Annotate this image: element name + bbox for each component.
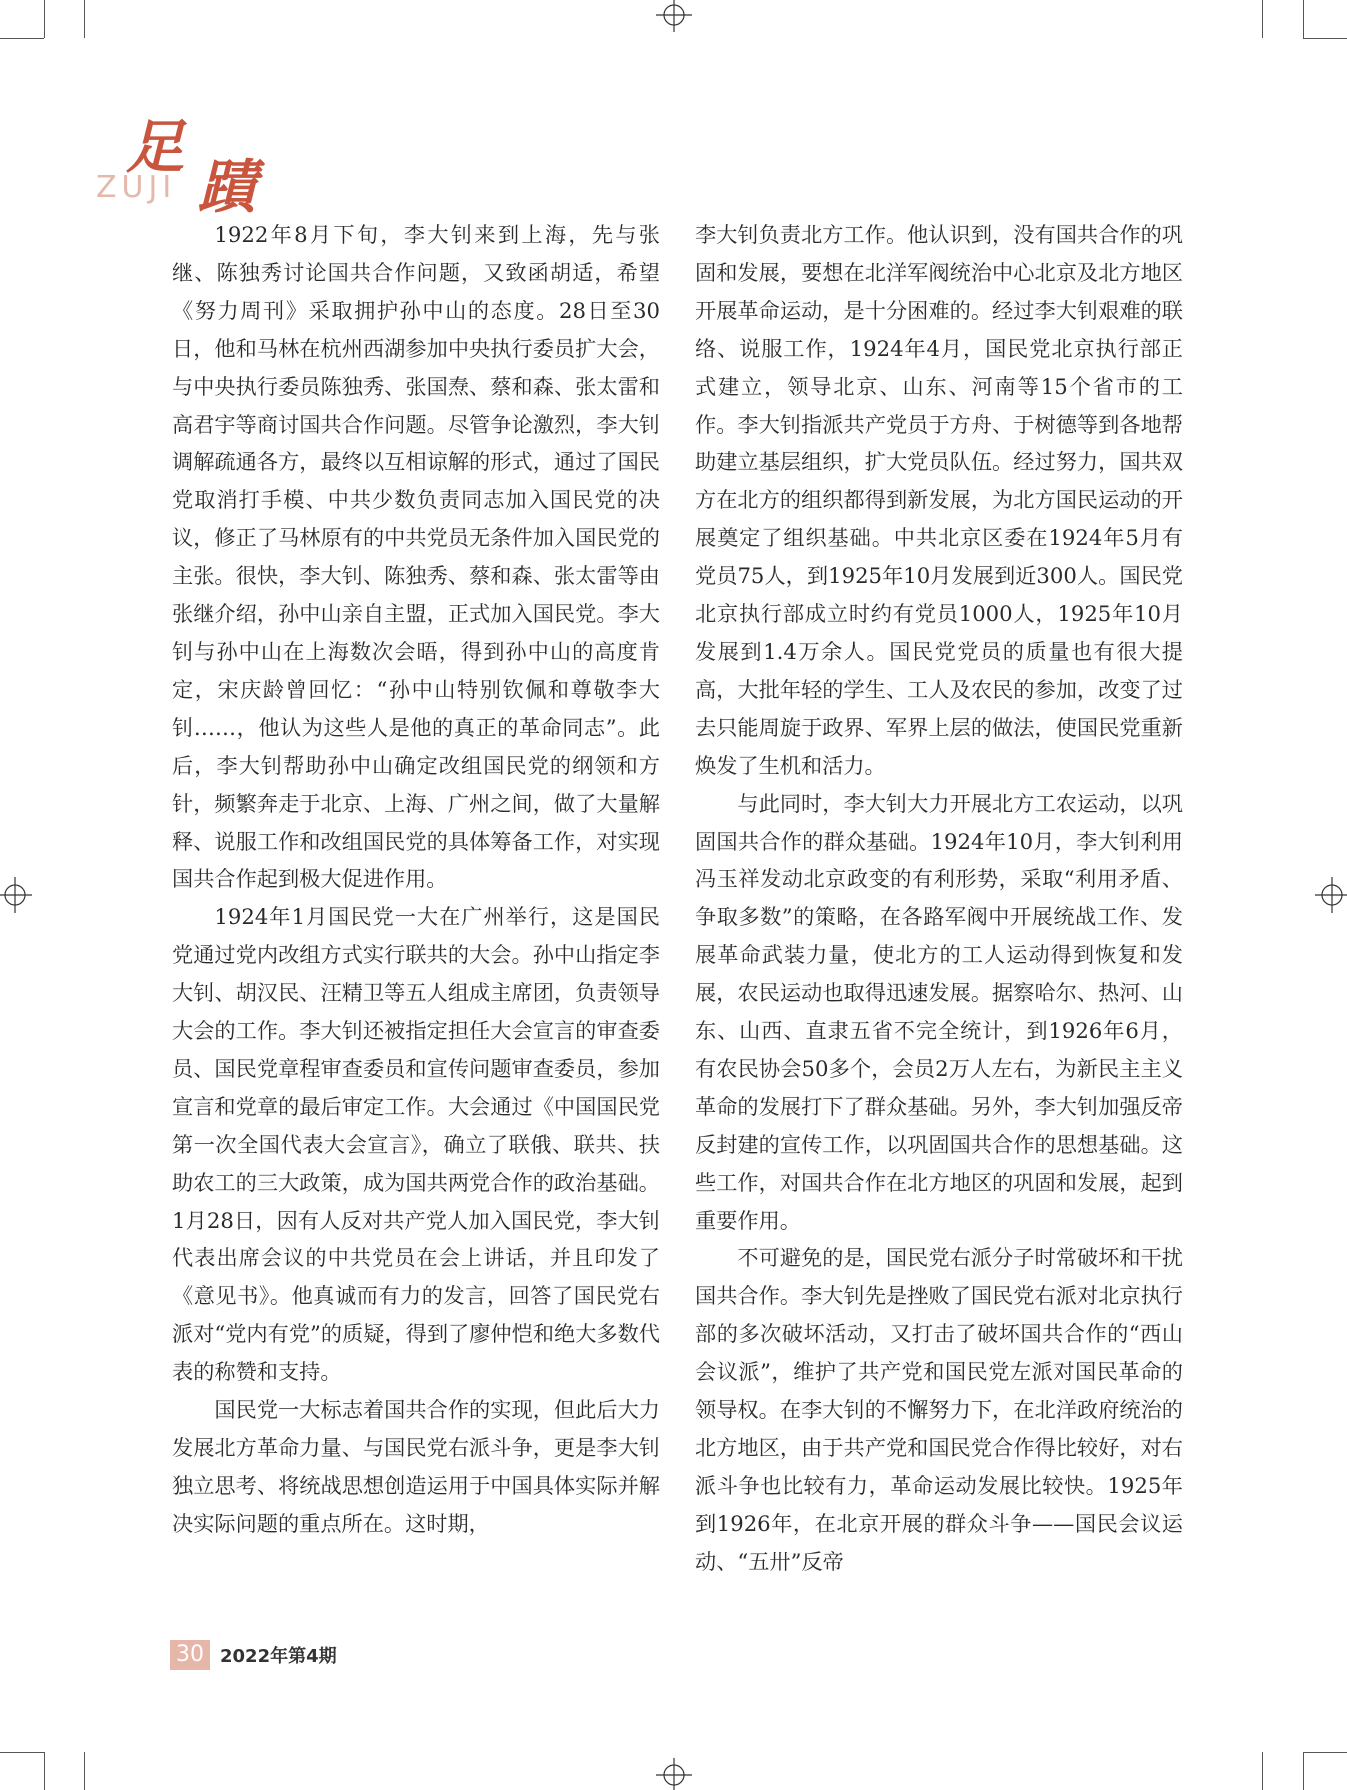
paragraph: 不可避免的是，国民党右派分子时常破坏和干扰国共合作。李大钊先是挫败了国民党右派对北京执行部的多次破坏活动，又打击了破坏国共合作的“西山会议派”，维护了共产党和国民党左派对国民革命的领导权。在李大钊的不懈努力下，在北洋政府统治的北方地区，由于共产党和国民党合作得比较好，对右派斗争也比较有力，革命运动发展比较快。1925年到1926年，在北京开展的群众斗争——国民会议运动、“五卅”反帝 (695, 1245, 1183, 1574)
registration-mark-icon (655, 0, 693, 38)
logo-character-ji: 蹟 (198, 153, 257, 221)
logo-character-zu: 足 (126, 113, 185, 181)
crop-mark (1303, 38, 1347, 39)
crop-mark (1303, 0, 1304, 38)
registration-mark-icon (0, 876, 38, 914)
right-column (695, 216, 1183, 1581)
paragraph: 与此同时，李大钊大力开展北方工农运动，以巩固国共合作的群众基础。1924年10月，李大钊利用冯玉祥发动北京政变的有利形势，采取“利用矛盾、争取多数”的策略，在各路军阀中开展统战工作、发展革命武装力量，使北方的工人运动得到恢复和发展，农民运动也取得迅速发展。据察哈尔、热河、山东、山西、直隶五省不完全统计，到1926年6月，有农民协会50多个，会员2万人左右，为新民主主义革命的发展打下了群众基础。另外，李大钊加强反帝反封建的宣传工作，以巩固国共合作的思想基础。这些工作，对国共合作在北方地区的巩固和发展，起到重要作用。 (695, 790, 1183, 1233)
crop-mark (44, 1752, 45, 1790)
paragraph: 1922年8月下旬，李大钊来到上海，先与张继、陈独秀讨论国共合作问题，又致函胡适，希望《努力周刊》采取拥护孙中山的态度。28日至30日，他和马林在杭州西湖参加中央执行委员扩大会，与中央执行委员陈独秀、张国焘、蔡和森、张太雷和高君宇等商讨国共合作问题。尽管争论激烈，李大钊调解疏通各方，最终以互相谅解的形式，通过了国民党取消打手模、中共少数负责同志加入国民党的决议，修正了马林原有的中共党员无条件加入国民党的主张。很快，李大钊、陈独秀、蔡和森、张太雷等由张继介绍，孙中山亲自主盟，正式加入国民党。李大钊与孙中山在上海数次会晤，得到孙中山的高度肯定，宋庆龄曾回忆：“孙中山特别钦佩和尊敬李大钊……，他认为这些人是他的真正的革命同志”。此后，李大钊帮助孙中山确定改组国民党的纲领和方针，频繁奔走于北京、上海、广州之间，做了大量解释、说服工作和改组国民党的具体筹备工作，对实现国共合作起到极大促进作用。 (172, 222, 660, 892)
page-footer (170, 1640, 337, 1670)
page-number: 30 (170, 1640, 210, 1670)
paragraph: 1924年1月国民党一大在广州举行，这是国民党通过党内改组方式实行联共的大会。孙中山指定李大钊、胡汉民、汪精卫等五人组成主席团，负责领导大会的工作。李大钊还被指定担任大会宣言的审查委员、国民党章程审查委员和宣传问题审查委员，参加宣言和党章的最后审定工作。大会通过《中国国民党第一次全国代表大会宣言》，确立了联俄、联共、扶助农工的三大政策，成为国共两党合作的政治基础。1月28日，因有人反对共产党人加入国民党，李大钊代表出席会议的中共党员在会上讲话，并且印发了《意见书》。他真诚而有力的发言，回答了国民党右派对“党内有党”的质疑，得到了廖仲恺和绝大多数代表的称赞和支持。 (172, 904, 660, 1385)
crop-mark (44, 0, 45, 38)
logo-latin-text: ZUJI (96, 170, 177, 205)
paragraph: 国民党一大标志着国共合作的实现，但此后大力发展北方革命力量、与国民党右派斗争，更是李大钊独立思考、将统战思想创造运用于中国具体实际并解决实际问题的重点所在。这时期， (172, 1397, 660, 1536)
section-logo (96, 100, 296, 221)
crop-mark (0, 38, 44, 39)
crop-mark (1262, 0, 1263, 38)
crop-mark (0, 1752, 44, 1753)
issue-label: 2022年第4期 (220, 1646, 337, 1667)
registration-mark-icon (655, 1752, 693, 1790)
crop-mark (84, 1752, 85, 1790)
registration-mark-icon (1309, 876, 1347, 914)
left-column (172, 216, 660, 1543)
crop-mark (1303, 1752, 1304, 1790)
crop-mark (1262, 1752, 1263, 1790)
crop-mark (1303, 1752, 1347, 1753)
crop-mark (84, 0, 85, 38)
paragraph: 李大钊负责北方工作。他认识到，没有国共合作的巩固和发展，要想在北洋军阀统治中心北京及北方地区开展革命运动，是十分困难的。经过李大钊艰难的联络、说服工作，1924年4月，国民党北京执行部正式建立，领导北京、山东、河南等15个省市的工作。李大钊指派共产党员于方舟、于树德等到各地帮助建立基层组织，扩大党员队伍。经过努力，国共双方在北方的组织都得到新发展，为北方国民运动的开展奠定了组织基础。中共北京区委在1924年5月有党员75人，到1925年10月发展到近300人。国民党北京执行部成立时约有党员1000人，1925年10月发展到1.4万余人。国民党党员的质量也有很大提高，大批年轻的学生、工人及农民的参加，改变了过去只能周旋于政界、军界上层的做法，使国民党重新焕发了生机和活力。 (695, 222, 1183, 778)
